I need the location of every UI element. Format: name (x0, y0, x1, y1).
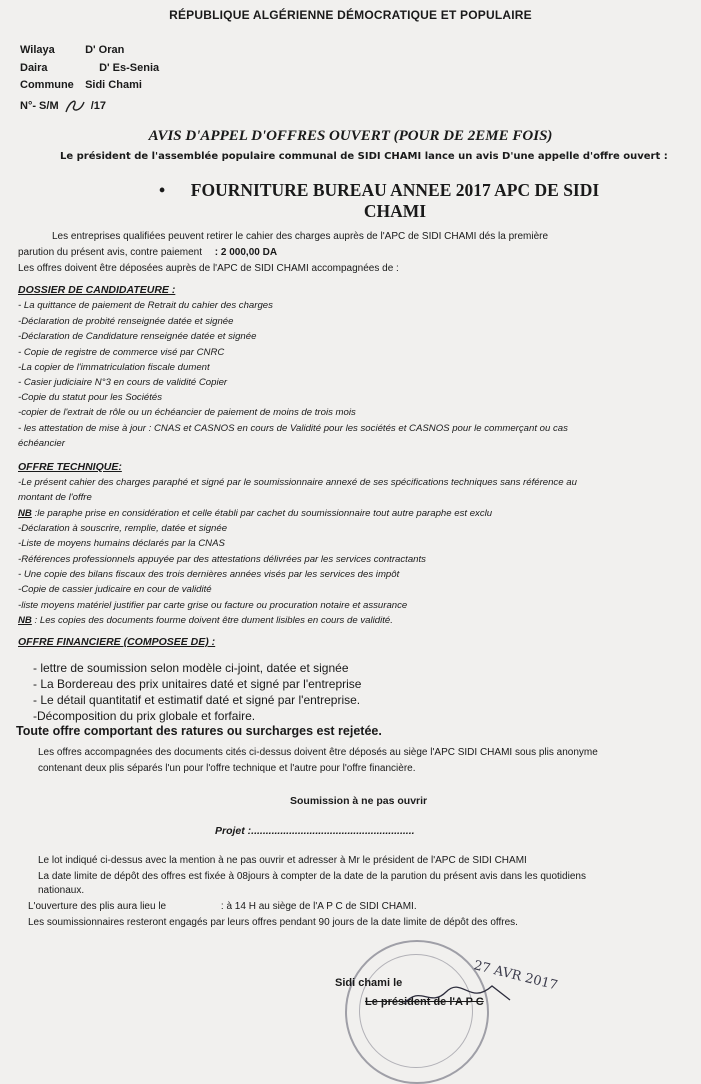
engagement-line: Les soumissionnaires resteront engagés par leurs offres pendant 90 jours de la date limite de dépôt des offres. (28, 917, 518, 928)
admin-commune (20, 79, 142, 91)
retrait-line-1: Les entreprises qualifiées peuvent retirer le cahier des charges auprès de l'APC de SIDI CHAMI dés la première (52, 231, 549, 242)
list-item: - La quittance de paiement de Retrait du cahier des charges (18, 300, 273, 311)
retrait-price: : 2 000,00 DA (214, 247, 278, 258)
delai-line-1: La date limite de dépôt des offres est fixée à 08jours à compter de la date de la parution du présent avis dans les quotidiens (38, 871, 586, 882)
list-item: échéancier (18, 438, 65, 449)
notice-title: AVIS D'APPEL D'OFFRES OUVERT (POUR DE 2EME FOIS) (148, 128, 553, 144)
admin-numero (20, 96, 106, 116)
retrait-line-3: Les offres doivent être déposées auprès de l'APC de SIDI CHAMI accompagnées de : (18, 263, 399, 274)
retrait-text: parution du présent avis, contre paiement (18, 247, 202, 258)
soumission-label: Soumission à ne pas ouvrir (290, 795, 428, 807)
bullet-icon: • (159, 180, 166, 200)
admin-label: N°- S/M (20, 99, 59, 112)
retrait-line-2 (18, 247, 277, 258)
list-item: -Copie de cassier judicaire en cour de validité (18, 584, 212, 595)
depot-line-1: Les offres accompagnées des documents cités ci-dessus doivent être déposés au siège l'APC SIDI CHAMI sous plis anonyme (38, 747, 598, 758)
nb-text: :le paraphe prise en considération et celle établi par cachet du soumissionnaire tout autre paraphe est exclu (31, 508, 493, 519)
nb-note-2 (18, 615, 393, 626)
nb-note-1 (18, 508, 492, 519)
list-item: - les attestation de mise à jour : CNAS et CASNOS en cours de Validité pour les sociétés et CASNOS pour le commerçant ou cas (18, 423, 568, 434)
admin-value: Sidi Chami (85, 79, 142, 91)
list-item: -Références professionnels appuyée par des attestations délivrées par les services contractants (18, 554, 426, 565)
dossier-title: DOSSIER DE CANDIDATEURE : (18, 284, 176, 296)
nb-text: : Les copies des documents fourme doivent être dument lisibles en cours de validité. (31, 615, 393, 626)
list-item: montant de l'offre (18, 492, 92, 503)
ouverture-time: : à 14 H au siège de l'A P C de SIDI CHAMI. (220, 901, 417, 912)
admin-label: Wilaya (20, 44, 55, 56)
projet-line: Projet :........................................................ (215, 825, 415, 837)
technique-title: OFFRE TECHNIQUE: (18, 461, 122, 473)
nb-label: NB (18, 508, 32, 519)
admin-wilaya (20, 44, 124, 56)
republic-header: RÉPUBLIQUE ALGÉRIENNE DÉMOCRATIQUE ET POPULAIRE (169, 8, 532, 22)
handwritten-number-mark (62, 96, 88, 116)
list-item: -copier de l'extrait de rôle ou un échéancier de paiement de moins de trois mois (18, 407, 356, 418)
list-item: -Déclaration de Candidature renseignée datée et signée (18, 331, 257, 342)
list-item: -Copie du statut pour les Sociétés (18, 392, 162, 403)
date-stamp: 27 AVR 2017 (472, 958, 560, 994)
list-item: -Décomposition du prix globale et forfaire. (33, 709, 256, 723)
list-item: - Une copie des bilans fiscaux des trois dernières années visés par les services des impôt (18, 569, 400, 580)
list-item: -liste moyens matériel justifier par carte grise ou facture ou procuration notaire et assurance (18, 600, 408, 611)
list-item: -Déclaration à souscrire, remplie, datée et signée (18, 523, 228, 534)
list-item: - Copie de registre de commerce visé par CNRC (18, 347, 225, 358)
rejection-warning: Toute offre comportant des ratures ou surcharges est rejetée. (16, 724, 382, 738)
notice-intro: Le président de l'assemblée populaire communal de SIDI CHAMI lance un avis D'une appelle d'offre ouvert : (60, 151, 668, 162)
admin-value: D' Oran (85, 44, 125, 56)
list-item: - Le détail quantitatif et estimatif daté et signé par l'entreprise. (33, 693, 361, 707)
object-text: FOURNITURE BUREAU ANNEE 2017 APC DE SIDI CHAMI (190, 180, 600, 221)
list-item: - La Bordereau des prix unitaires daté et signé par l'entreprise (33, 677, 362, 691)
signature-place: Sidi chami le (335, 977, 403, 989)
delai-line-2: nationaux. (38, 885, 85, 896)
admin-daira (20, 62, 159, 74)
depot-line-2: contenant deux plis séparés l'un pour l'offre technique et l'autre pour l'offre financière. (38, 763, 416, 774)
financiere-title: OFFRE FINANCIERE (COMPOSEE DE) : (18, 636, 216, 648)
list-item: -Déclaration de probité renseignée datée et signée (18, 316, 234, 327)
signature-scribble (400, 978, 520, 1016)
nb-label: NB (18, 615, 32, 626)
list-item: -Le présent cahier des charges paraphé et signé par le soumissionnaire annexé de ses spécifications techniques sans référence au (18, 477, 577, 488)
list-item: - lettre de soumission selon modèle ci-joint, datée et signée (33, 661, 349, 675)
ouverture-text: L'ouverture des plis aura lieu le (28, 901, 167, 912)
admin-label: Commune (20, 79, 74, 91)
lot-line: Le lot indiqué ci-dessus avec la mention à ne pas ouvrir et adresser à Mr le président de l'APC de SIDI CHAMI (38, 855, 527, 866)
list-item: -Liste de moyens humains déclarés par la CNAS (18, 538, 225, 549)
admin-value: /17 (90, 99, 107, 112)
signature-role: Le président de l'A P C (365, 996, 484, 1008)
admin-label: Daira (20, 62, 48, 74)
admin-value: D' Es-Senia (99, 62, 160, 74)
ouverture-line (28, 901, 417, 912)
notice-object (159, 180, 625, 222)
list-item: -La copier de l'immatriculation fiscale dument (18, 362, 210, 373)
list-item: - Casier judiciaire N°3 en cours de validité Copier (18, 377, 228, 388)
